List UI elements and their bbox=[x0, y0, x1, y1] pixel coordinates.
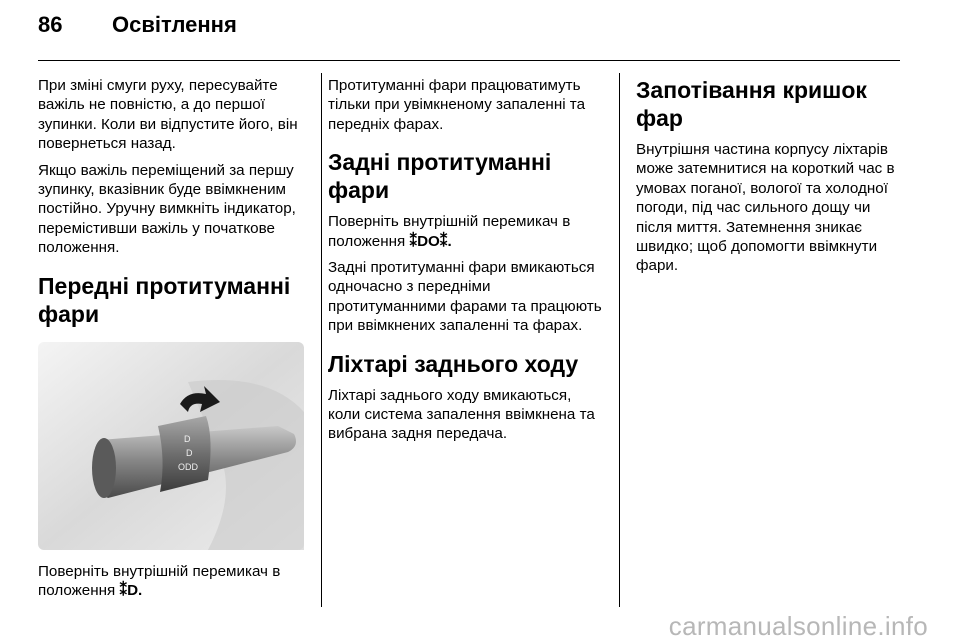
paragraph-indicator: Якщо важіль переміщений за першу зупинку, вказівник буде ввімкненим постійно. Уручну вимкніть індикатор, перемістивши важіль у початкове положення. bbox=[38, 161, 296, 257]
heading-rear-fog-lights: Задні протитуманні фари bbox=[328, 149, 552, 204]
paragraph-reverse-lights: Ліхтарі заднього ходу вмикаються, коли система запалення ввімкнена та вибрана задня передача. bbox=[328, 386, 595, 443]
column-3 bbox=[636, 76, 902, 283]
stalk-illustration bbox=[38, 342, 304, 550]
paragraph-lane-change: При зміні смуги руху, пересувайте важіль не повністю, а до першої зупинки. Коли ви відпустите його, він повернеться назад. bbox=[38, 77, 298, 153]
page-title: Освітлення bbox=[112, 12, 237, 37]
paragraph-rear-fog-operation: Задні протитуманні фари вмикаються одночасно з передніми протитуманними фарами та працюють при ввімкнених запаленні та фарах. bbox=[328, 259, 602, 335]
caption-front-fog: Поверніть внутрішній перемикач в положення ⁑D. bbox=[38, 562, 281, 600]
lever-tip bbox=[92, 438, 116, 498]
column-divider-right bbox=[619, 73, 620, 607]
header-rule bbox=[38, 60, 900, 61]
heading-reverse-lights: Ліхтарі заднього ходу bbox=[328, 350, 579, 377]
stalk-marking-1: D bbox=[184, 433, 191, 444]
paragraph-front-fog-conditions: Протитуманні фари працюватимуть тільки при увімкненому запаленні та передніх фарах. bbox=[328, 77, 586, 133]
lever-rotary-ring bbox=[158, 416, 211, 492]
paragraph-lamp-condensation: Внутрішня частина корпусу ліхтарів може затемнитися на короткий час в умовах поганої, вологої та холодної погоди, під час сильного дощу чи після миття. Затемнення зникає швидко; щоб допомогти ввімкнути фари. bbox=[636, 141, 895, 275]
heading-front-fog-lights: Передні протитуманні фари bbox=[38, 272, 291, 327]
column-1 bbox=[38, 76, 304, 607]
column-divider-left bbox=[321, 73, 322, 607]
heading-lamp-condensation: Запотівання кришок фар bbox=[636, 77, 867, 131]
stalk-marking-3: ODD bbox=[178, 461, 198, 472]
stalk-marking-2: D bbox=[186, 447, 193, 458]
page-number: 86 bbox=[38, 12, 63, 37]
front-fog-symbol: ⁑D. bbox=[119, 582, 143, 600]
rear-fog-symbol: ⁑DO⁑. bbox=[409, 232, 452, 250]
footer-watermark: carmanualsonline.info bbox=[668, 611, 928, 641]
paragraph-rear-fog-switch: Поверніть внутрішній перемикач в положення ⁑DO⁑. bbox=[328, 213, 571, 250]
column-2 bbox=[328, 76, 606, 451]
